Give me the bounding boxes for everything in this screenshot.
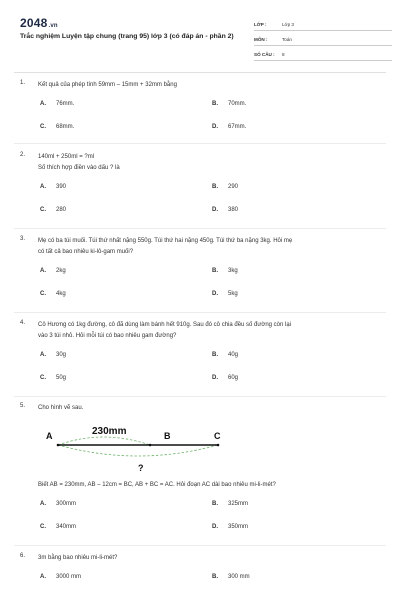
question-5-continued	[20, 480, 380, 538]
option-text: 300 mm	[228, 574, 250, 580]
meta-key: SỐ CÂU :	[254, 51, 275, 57]
question-number: 3.	[20, 236, 26, 242]
question-number: 1.	[20, 80, 26, 86]
ab-brace	[58, 437, 150, 445]
question-text: 3m bằng bao nhiêu mi-li-mét?	[38, 555, 118, 561]
option-letter: A.	[40, 352, 46, 358]
page-header	[14, 12, 386, 64]
option-b[interactable]	[212, 574, 250, 580]
options-row	[38, 574, 380, 588]
meta-key: MÔN :	[254, 36, 268, 42]
option-b[interactable]	[212, 352, 238, 358]
option-text: 2kg	[56, 268, 66, 274]
option-letter: D.	[212, 124, 218, 130]
question-text: vào 3 túi nhỏ. Hỏi mỗi túi có bao nhiêu gam đường?	[38, 333, 177, 339]
ac-brace	[58, 445, 218, 456]
option-letter: A.	[40, 184, 46, 190]
option-letter: C.	[40, 124, 46, 130]
segment-diagram	[42, 423, 232, 473]
option-text: 300mm	[56, 501, 77, 507]
options-row	[38, 268, 380, 282]
option-text: 3000 mm	[56, 574, 82, 580]
option-letter: D.	[212, 524, 218, 530]
point-a	[57, 444, 60, 447]
option-text: 76mm.	[56, 101, 75, 107]
question-text: Cho hình vẽ sau.	[38, 405, 84, 411]
option-letter: B.	[212, 574, 218, 580]
option-d[interactable]	[212, 524, 248, 530]
question-text: Cô Hương có 1kg đường, cô đã dùng làm bánh hết 910g. Sau đó cô chia đều số đường còn lại	[38, 322, 292, 328]
question-text: Kết quả của phép tính 59mm – 15mm + 32mm bằng	[38, 82, 177, 88]
option-d[interactable]	[212, 124, 246, 130]
option-c[interactable]	[40, 207, 66, 213]
meta-value: Lớp 3	[282, 21, 294, 27]
options-row	[38, 291, 380, 305]
option-d[interactable]	[212, 291, 238, 297]
option-letter: A.	[40, 268, 46, 274]
question-divider	[14, 228, 386, 229]
logo-suffix: .vn	[48, 23, 58, 29]
option-a[interactable]	[40, 574, 81, 580]
logo-text: 2048	[20, 16, 48, 30]
point-c	[217, 444, 220, 447]
options-row	[38, 375, 380, 389]
question-number: 6.	[20, 553, 26, 559]
option-b[interactable]	[212, 268, 238, 274]
meta-value: Toán	[282, 36, 292, 42]
option-c[interactable]	[40, 124, 74, 130]
question-text: có tất cả bao nhiêu ki-lô-gam muối?	[38, 249, 134, 255]
option-text: 380	[228, 207, 239, 213]
question-1	[20, 80, 380, 138]
option-text: 68mm.	[56, 124, 75, 130]
option-a[interactable]	[40, 501, 76, 507]
options-row	[38, 124, 380, 138]
option-letter: A.	[40, 501, 46, 507]
option-text: 4kg	[56, 291, 66, 297]
option-c[interactable]	[40, 375, 66, 381]
options-row	[38, 101, 380, 115]
option-b[interactable]	[212, 501, 248, 507]
option-letter: C.	[40, 375, 46, 381]
length-label: 230mm	[92, 426, 127, 437]
page-title: Trắc nghiệm Luyện tập chung (trang 95) lớp 3 (có đáp án - phần 2)	[20, 33, 234, 40]
option-a[interactable]	[40, 352, 66, 358]
option-letter: C.	[40, 207, 46, 213]
question-text: Mẹ có ba túi muối. Túi thứ nhất nặng 550g. Túi thứ hai nặng 450g. Túi thứ ba nặng 3kg. Hỏi mẹ	[38, 238, 293, 244]
option-text: 30g	[56, 352, 67, 358]
option-text: 350mm	[228, 524, 249, 530]
question-number: 4.	[20, 320, 26, 326]
meta-key: LỚP :	[254, 21, 267, 27]
options-row	[38, 184, 380, 198]
option-d[interactable]	[212, 375, 238, 381]
meta-row-subject	[254, 33, 392, 46]
option-text: 280	[56, 207, 67, 213]
options-row	[38, 352, 380, 366]
question-number: 2.	[20, 152, 26, 158]
question-5	[20, 403, 380, 414]
label-a: A	[46, 431, 53, 441]
option-text: 70mm.	[228, 101, 247, 107]
option-text: 3kg	[228, 268, 238, 274]
question-divider	[14, 545, 386, 546]
option-text: 325mm	[228, 501, 249, 507]
option-a[interactable]	[40, 268, 66, 274]
option-letter: D.	[212, 375, 218, 381]
meta-value: 8	[282, 51, 285, 57]
option-c[interactable]	[40, 524, 76, 530]
option-b[interactable]	[212, 184, 238, 190]
option-letter: B.	[212, 101, 218, 107]
options-row	[38, 501, 380, 515]
point-b	[149, 444, 152, 447]
meta-table	[254, 18, 392, 63]
question-3	[20, 236, 380, 305]
question-text: 140ml + 250ml = ?ml	[38, 154, 95, 160]
option-d[interactable]	[212, 207, 238, 213]
option-letter: A.	[40, 574, 46, 580]
options-row	[38, 207, 380, 221]
option-letter: B.	[212, 501, 218, 507]
question-text: Số thích hợp điền vào dấu ? là	[38, 165, 120, 171]
option-letter: B.	[212, 184, 218, 190]
option-a[interactable]	[40, 184, 66, 190]
label-b: B	[164, 431, 171, 441]
option-text: 67mm.	[228, 124, 247, 130]
label-c: C	[214, 431, 221, 441]
question-2	[20, 152, 380, 221]
option-letter: D.	[212, 291, 218, 297]
options-row	[38, 524, 380, 538]
segment-figure	[42, 423, 232, 473]
question-divider	[14, 143, 386, 144]
option-letter: B.	[212, 268, 218, 274]
option-text: 40g	[228, 352, 239, 358]
option-text: 340mm	[56, 524, 77, 530]
option-letter: B.	[212, 352, 218, 358]
option-c[interactable]	[40, 291, 66, 297]
option-letter: C.	[40, 291, 46, 297]
meta-row-count	[254, 48, 392, 61]
unknown-label: ?	[138, 463, 144, 473]
option-text: 60g	[228, 375, 239, 381]
question-4	[20, 320, 380, 389]
question-divider	[14, 396, 386, 397]
option-text: 290	[228, 184, 239, 190]
header-divider	[14, 72, 386, 73]
option-letter: A.	[40, 101, 46, 107]
question-number: 5.	[20, 403, 26, 409]
option-text: 5kg	[228, 291, 238, 297]
question-6	[20, 553, 380, 588]
question-divider	[14, 312, 386, 313]
option-a[interactable]	[40, 101, 74, 107]
question-text: Biết AB = 230mm, AB – 12cm = BC, AB + BC = AC. Hỏi đoạn AC dài bao nhiêu mi-li-mét?	[38, 482, 276, 488]
option-text: 50g	[56, 375, 67, 381]
option-text: 390	[56, 184, 67, 190]
option-b[interactable]	[212, 101, 246, 107]
meta-row-class	[254, 18, 392, 31]
option-letter: D.	[212, 207, 218, 213]
site-logo[interactable]	[20, 16, 58, 30]
option-letter: C.	[40, 524, 46, 530]
